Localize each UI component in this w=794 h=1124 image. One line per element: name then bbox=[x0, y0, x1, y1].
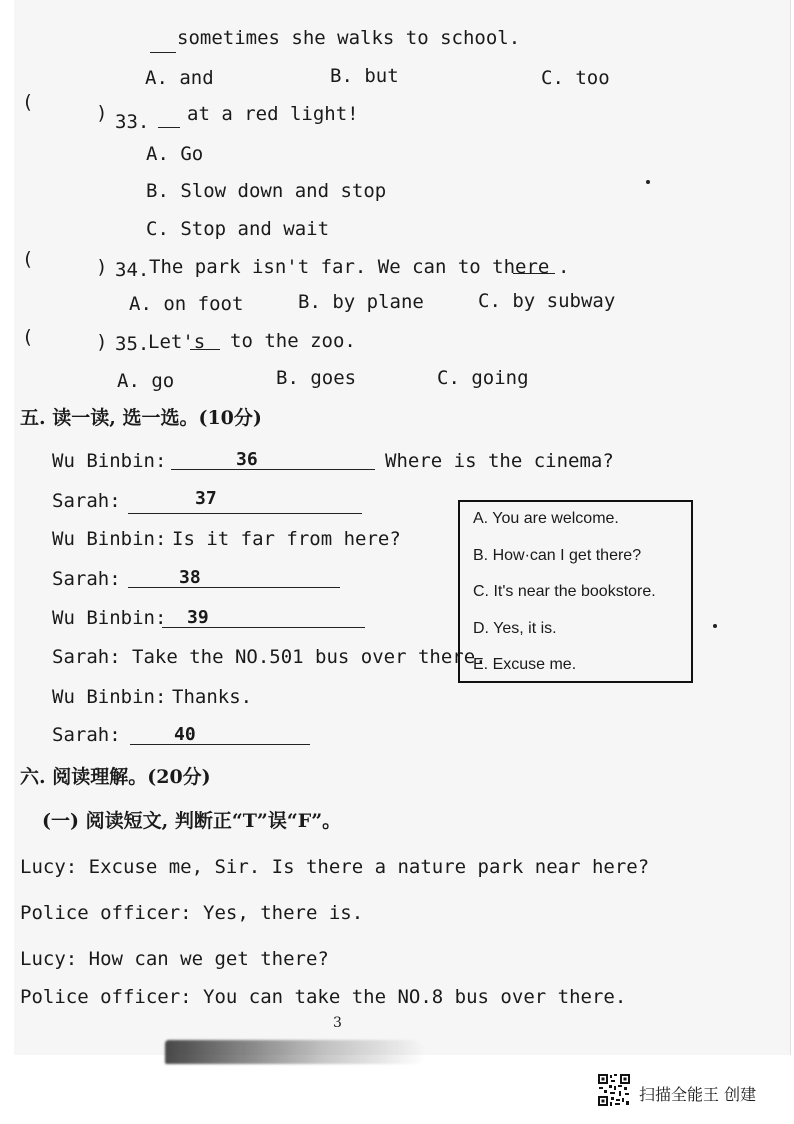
dialogue-line: Thanks. bbox=[172, 686, 253, 708]
q35-stem-start: Let's bbox=[148, 331, 206, 353]
q34-stem: The park isn't far. We can to there bbox=[149, 256, 550, 278]
blank-number-39: 39 bbox=[187, 607, 209, 628]
q32-option-a: A. and bbox=[145, 67, 214, 89]
dialogue-speaker: Wu Binbin: bbox=[52, 528, 167, 550]
dialogue-speaker: Wu Binbin: bbox=[52, 450, 167, 472]
q33-answer-paren-close: ) bbox=[96, 102, 108, 124]
passage-line: Police officer: You can take the NO.8 bus over there. bbox=[20, 986, 627, 1008]
q32-sentence: sometimes she walks to school. bbox=[177, 27, 521, 49]
q34-end: . bbox=[558, 256, 570, 278]
dialogue-line: Is it far from here? bbox=[172, 528, 401, 550]
scan-speck bbox=[713, 624, 717, 628]
dialogue-speaker: Wu Binbin: bbox=[52, 686, 167, 708]
answer-blank bbox=[171, 469, 375, 470]
q33-stem: at a red light! bbox=[187, 103, 359, 125]
dialogue-speaker: Sarah: bbox=[52, 490, 121, 512]
dialogue-line: Where is the cinema? bbox=[385, 450, 614, 472]
box-option-c: C. It's near the bookstore. bbox=[473, 583, 656, 600]
q33-option-a: A. Go bbox=[146, 143, 204, 165]
dialogue-speaker: Sarah: bbox=[52, 646, 121, 668]
answer-blank bbox=[130, 744, 310, 745]
q35-option-a: A. go bbox=[117, 370, 175, 392]
answer-blank bbox=[190, 349, 220, 350]
section6-heading: 六. 阅读理解。(20分) bbox=[20, 766, 211, 788]
answer-blank bbox=[513, 273, 555, 274]
answer-options-box bbox=[458, 500, 693, 683]
qr-code-icon bbox=[597, 1073, 631, 1107]
q34-answer-paren-open: ( bbox=[22, 248, 34, 270]
dialogue-line: Take the NO.501 bus over there. bbox=[132, 646, 487, 668]
dialogue-speaker: Wu Binbin: bbox=[52, 607, 167, 629]
blank-number-40: 40 bbox=[174, 724, 196, 745]
box-option-a: A. You are welcome. bbox=[473, 510, 619, 527]
q35-number: 35. bbox=[115, 333, 150, 355]
scanner-app-name: 扫描全能王 创建 bbox=[639, 1085, 757, 1104]
section5-heading: 五. 读一读, 选一选。(10分) bbox=[20, 407, 262, 429]
passage-line: Lucy: Excuse me, Sir. Is there a nature park near here? bbox=[20, 856, 650, 878]
blank-number-38: 38 bbox=[179, 567, 201, 588]
passage-line: Lucy: How can we get there? bbox=[20, 948, 329, 970]
box-option-b: B. How·can I get there? bbox=[473, 547, 642, 564]
page-number: 3 bbox=[333, 1015, 342, 1031]
q35-answer-paren-close: ) bbox=[96, 331, 108, 353]
answer-blank bbox=[128, 513, 362, 514]
passage-line: Police officer: Yes, there is. bbox=[20, 902, 364, 924]
answer-blank bbox=[158, 127, 180, 128]
q33-option-b: B. Slow down and stop bbox=[146, 180, 387, 202]
box-option-d: D. Yes, it is. bbox=[473, 620, 557, 637]
box-option-e: E. Excuse me. bbox=[473, 656, 577, 673]
answer-blank bbox=[150, 52, 176, 53]
q35-answer-paren-open: ( bbox=[22, 326, 34, 348]
blank-number-36: 36 bbox=[236, 449, 258, 470]
blank-number-37: 37 bbox=[195, 488, 217, 509]
q34-option-a: A. on foot bbox=[129, 293, 244, 315]
q32-option-c: C. too bbox=[541, 67, 610, 89]
q34-answer-paren-close: ) bbox=[96, 256, 108, 278]
dialogue-speaker: Sarah: bbox=[52, 724, 121, 746]
q34-option-c: C. by subway bbox=[478, 290, 616, 312]
dialogue-speaker: Sarah: bbox=[52, 568, 121, 590]
q33-answer-paren-open: ( bbox=[22, 91, 34, 113]
q33-number: 33. bbox=[115, 111, 150, 133]
q35-stem-end: to the zoo. bbox=[230, 330, 356, 352]
q33-option-c: C. Stop and wait bbox=[146, 218, 330, 240]
q32-option-b: B. but bbox=[330, 65, 399, 87]
scan-smudge bbox=[165, 1040, 425, 1064]
scanner-watermark bbox=[597, 1073, 787, 1109]
q35-option-b: B. goes bbox=[276, 367, 357, 389]
q35-option-c: C. going bbox=[437, 367, 529, 389]
q34-option-b: B. by plane bbox=[298, 291, 424, 313]
scan-speck bbox=[646, 180, 650, 184]
section6-subheading: (一) 阅读短文, 判断正“T”误“F”。 bbox=[42, 810, 342, 832]
answer-blank bbox=[128, 587, 340, 588]
q34-number: 34. bbox=[115, 259, 150, 281]
